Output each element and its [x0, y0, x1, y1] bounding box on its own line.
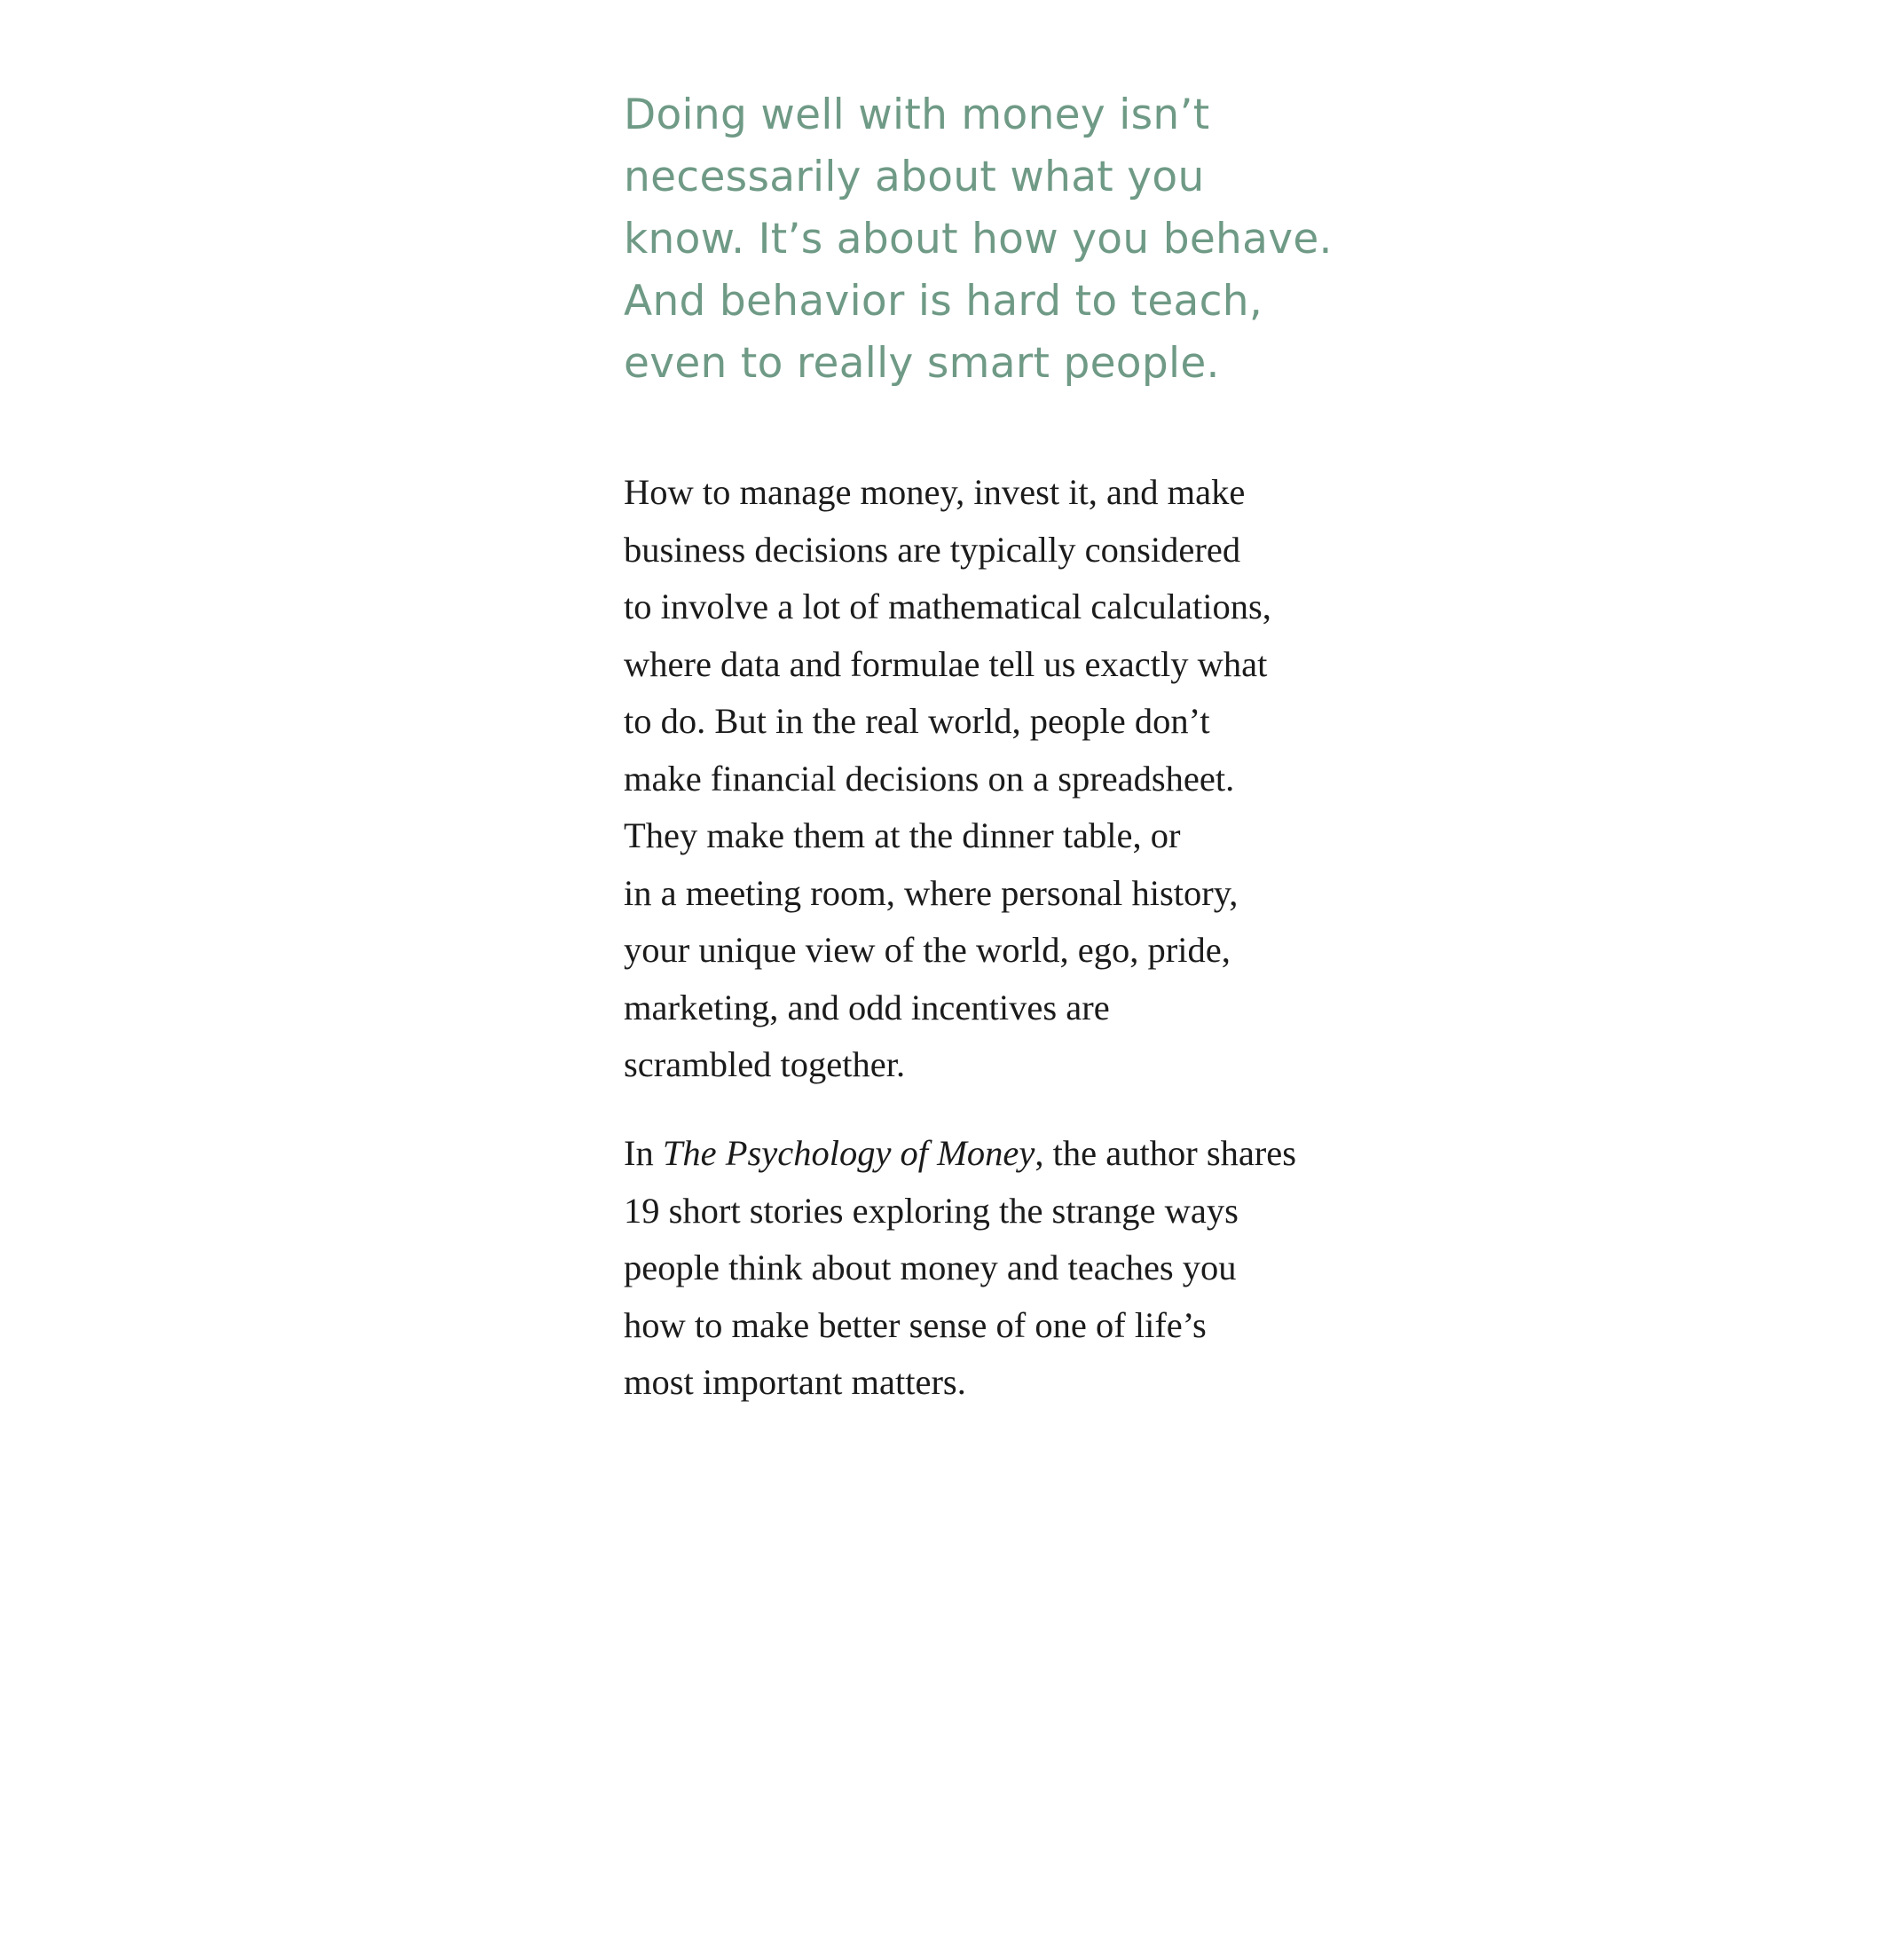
paragraph-line: most important matters.	[624, 1362, 966, 1402]
line-suffix: , the author shares	[1035, 1133, 1297, 1173]
paragraph-line: They make them at the dinner table, or	[624, 815, 1181, 855]
description-content	[624, 84, 1333, 1402]
paragraph-line: people think about money and teaches you	[624, 1248, 1237, 1287]
paragraph-line: business decisions are typically considered	[624, 529, 1241, 570]
paragraph-line: your unique view of the world, ego, pride,	[624, 930, 1231, 970]
paragraph-line: scrambled together.	[624, 1044, 906, 1084]
book-title: The Psychology of Money	[662, 1133, 1035, 1173]
body-paragraph-1	[624, 464, 1271, 1094]
headline-line: And behavior is hard to teach,	[624, 277, 1263, 326]
headline-line: Doing well with money isn’t	[624, 91, 1210, 139]
paragraph-line: How to manage money, invest it, and make	[624, 472, 1246, 512]
headline-line: know. It’s about how you behave.	[624, 215, 1333, 264]
paragraph-line: how to make better sense of one of life’s	[624, 1304, 1207, 1345]
headline-line: even to really smart people.	[624, 339, 1220, 388]
paragraph-line: make financial decisions on a spreadsheet.	[624, 758, 1235, 799]
paragraph-line: 19 short stories exploring the strange ways	[624, 1190, 1239, 1231]
paragraph-line: marketing, and odd incentives are	[624, 987, 1110, 1027]
paragraph-line: to do. But in the real world, people don’t	[624, 701, 1210, 741]
paragraph-line: to involve a lot of mathematical calculations,	[624, 586, 1271, 626]
headline-line: necessarily about what you	[624, 153, 1205, 201]
paragraph-line	[624, 1125, 1296, 1183]
body-paragraph-2	[624, 1125, 1296, 1412]
paragraph-line: in a meeting room, where personal history,	[624, 872, 1239, 913]
headline-quote	[624, 84, 1333, 395]
paragraph-line: where data and formulae tell us exactly what	[624, 643, 1268, 684]
line-prefix: In	[624, 1133, 663, 1173]
